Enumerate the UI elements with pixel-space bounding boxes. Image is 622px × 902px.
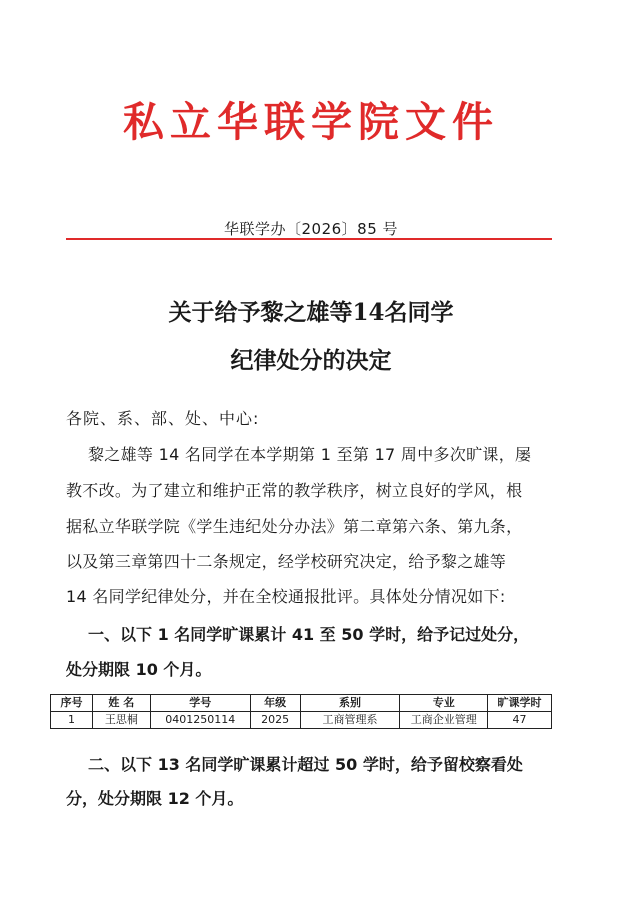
cell-name: 王思桐 [92, 712, 150, 729]
table-row [51, 712, 552, 729]
body-line: 教不改。为了建立和维护正常的教学秩序，树立良好的学风，根 [66, 481, 523, 500]
cell-serial: 1 [51, 712, 93, 729]
discipline-record-table [50, 694, 552, 729]
section-2-heading-cont: 分，处分期限 12 个月。 [66, 789, 244, 808]
cell-student-id: 0401250114 [150, 712, 250, 729]
column-header-name: 姓 名 [92, 695, 150, 712]
table-header-row [51, 695, 552, 712]
cell-department: 工商管理系 [300, 712, 400, 729]
body-line: 黎之雄等 14 名同学在本学期第 1 至第 17 周中多次旷课，屡 [88, 445, 532, 464]
salutation: 各院、系、部、处、中心: [66, 409, 260, 428]
body-line: 据私立华联学院《学生违纪处分办法》第二章第六条、第九条， [66, 517, 523, 536]
column-header-major: 专业 [400, 695, 488, 712]
red-divider-line [66, 238, 552, 240]
document-title-line-2: 纪律处分的决定 [230, 347, 392, 374]
column-header-serial: 序号 [51, 695, 93, 712]
cell-grade: 2025 [250, 712, 300, 729]
cell-major: 工商企业管理 [400, 712, 488, 729]
body-line: 14 名同学纪律处分，并在全校通报批评。具体处分情况如下: [66, 587, 506, 606]
section-2-heading: 二、以下 13 名同学旷课累计超过 50 学时，给予留校察看处 [88, 755, 523, 774]
column-header-absent-hours: 旷课学时 [488, 695, 552, 712]
body-line: 以及第三章第四十二条规定，经学校研究决定，给予黎之雄等 [66, 552, 507, 571]
column-header-grade: 年级 [250, 695, 300, 712]
document-title-line-1: 关于给予黎之雄等14名同学 [168, 299, 454, 326]
cell-absent-hours: 47 [488, 712, 552, 729]
column-header-student-id: 学号 [150, 695, 250, 712]
section-1-heading: 一、以下 1 名同学旷课累计 41 至 50 学时，给予记过处分， [88, 625, 530, 644]
document-number: 华联学办〔2026〕85 号 [223, 220, 399, 238]
column-header-department: 系别 [300, 695, 400, 712]
section-1-heading-cont: 处分期限 10 个月。 [66, 660, 212, 679]
document-header-title: 私立华联学院文件 [123, 98, 499, 146]
